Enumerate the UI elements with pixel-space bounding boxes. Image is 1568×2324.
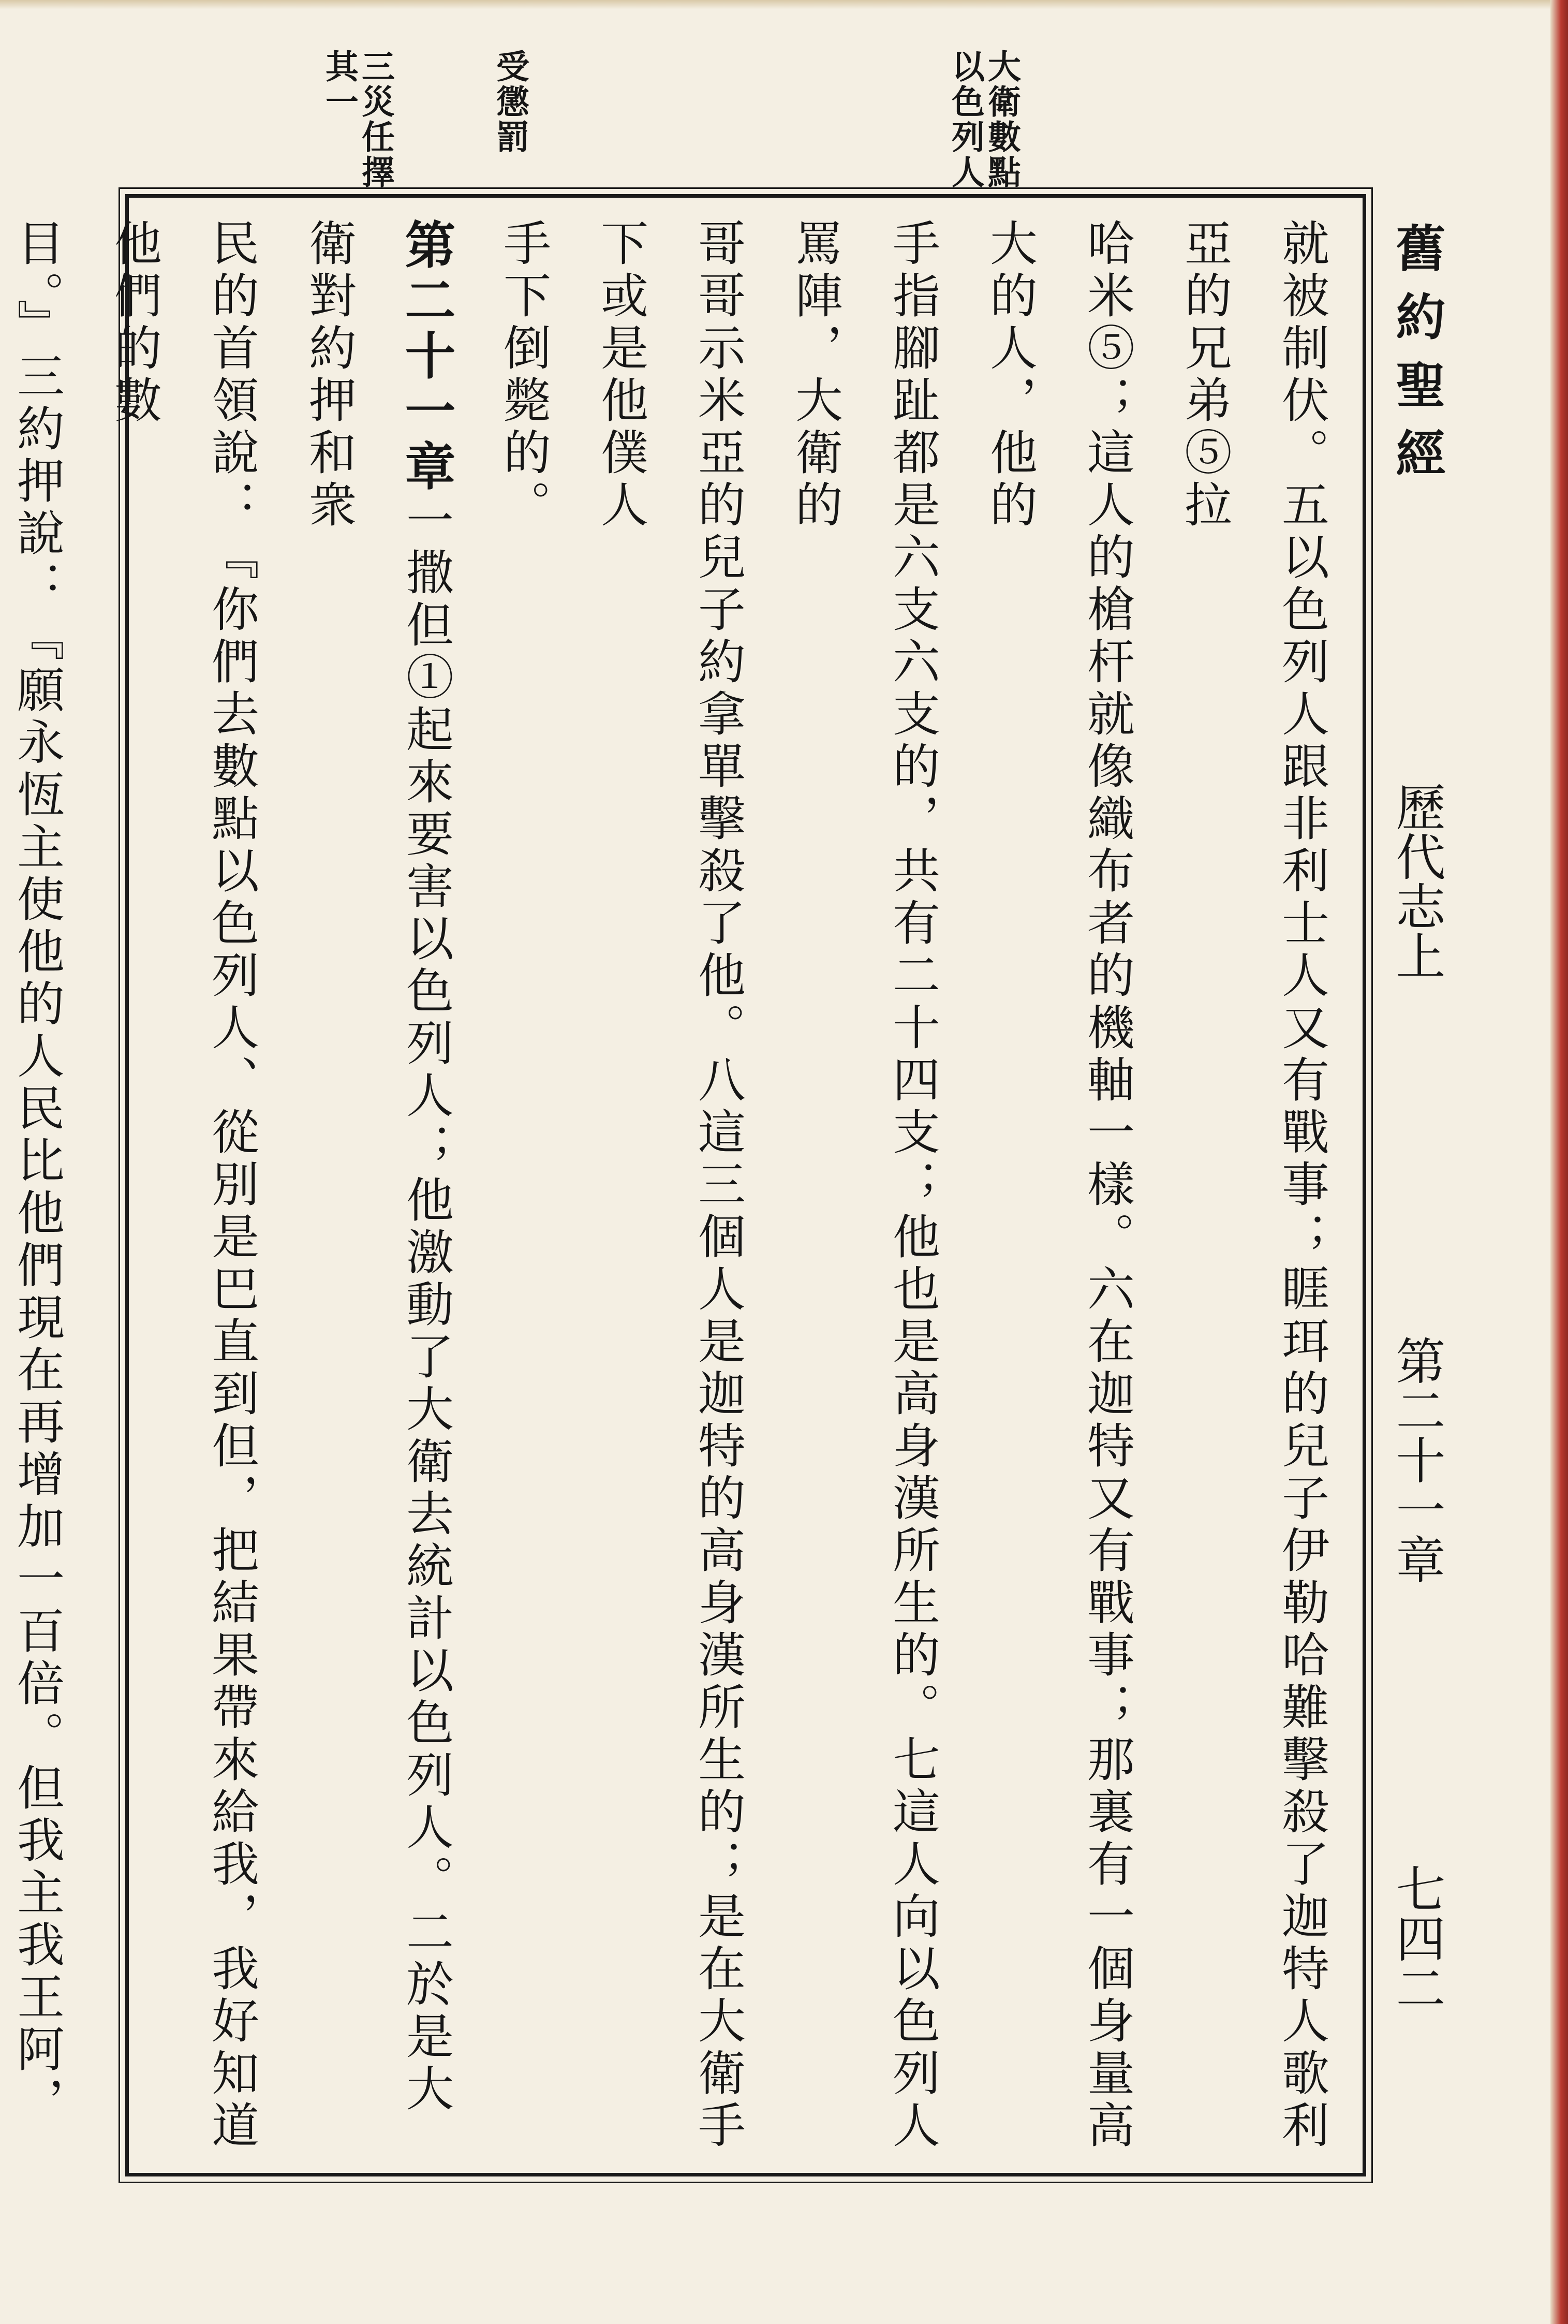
text-line: 手指腳趾都是六支六支的，共有二十四支；他也是高身漢所生的。七這人向以色列人罵陣，大衛的 bbox=[788, 218, 940, 2153]
page-number: 七四二 bbox=[1388, 1863, 1446, 2012]
text-line: 一撒但①起來要害以色列人；他激動了大衛去統計以色列人。二於是大衛對約押和衆 bbox=[301, 218, 454, 2116]
text-line: 哈米⑤；這人的槍杆就像織布者的機軸一樣。六在迦特又有戰事；那裏有一個身量高大的人，他的 bbox=[982, 218, 1135, 2153]
text-line: 手下倒斃的。 bbox=[496, 218, 551, 532]
margin-note-punishment: 受懲罰 bbox=[491, 49, 529, 155]
margin-note-three-plagues: 三災任擇其一 bbox=[320, 49, 395, 190]
chapter-label: 第二十一章 bbox=[1388, 1335, 1446, 1584]
margin-note-census: 大衛數點以色列人 bbox=[946, 49, 1021, 190]
book-title: 舊約聖經 bbox=[1388, 223, 1446, 496]
running-header bbox=[1387, 223, 1465, 2138]
page-right-edge bbox=[1550, 0, 1568, 2324]
section-title: 歷代志上 bbox=[1388, 782, 1446, 980]
text-line: 民的首領說：『你們去數點以色列人、從別是巴直到但，把結果帶來給我，我好知道他們的數 bbox=[107, 218, 259, 2153]
text-line: 就被制伏。五以色列人跟非利士人又有戰事；睚珥的兒子伊勒哈難擊殺了迦特人歌利亞的兄弟⑤拉 bbox=[1177, 218, 1329, 2153]
text-line: 哥哥示米亞的兒子約拿單擊殺了他。八這三個人是迦特的高身漢所生的；是在大衛手下或是他僕人 bbox=[593, 218, 746, 2153]
text-frame bbox=[9, 194, 1366, 2176]
page-top-edge bbox=[0, 0, 1568, 9]
chapter-heading: 第二十一章 bbox=[396, 218, 456, 495]
text-line: 目。』三約押說：『願永恆主使他的人民比他們現在再增加一百倍。但我主我王阿， bbox=[9, 218, 65, 2129]
scripture-body bbox=[9, 218, 1350, 2154]
